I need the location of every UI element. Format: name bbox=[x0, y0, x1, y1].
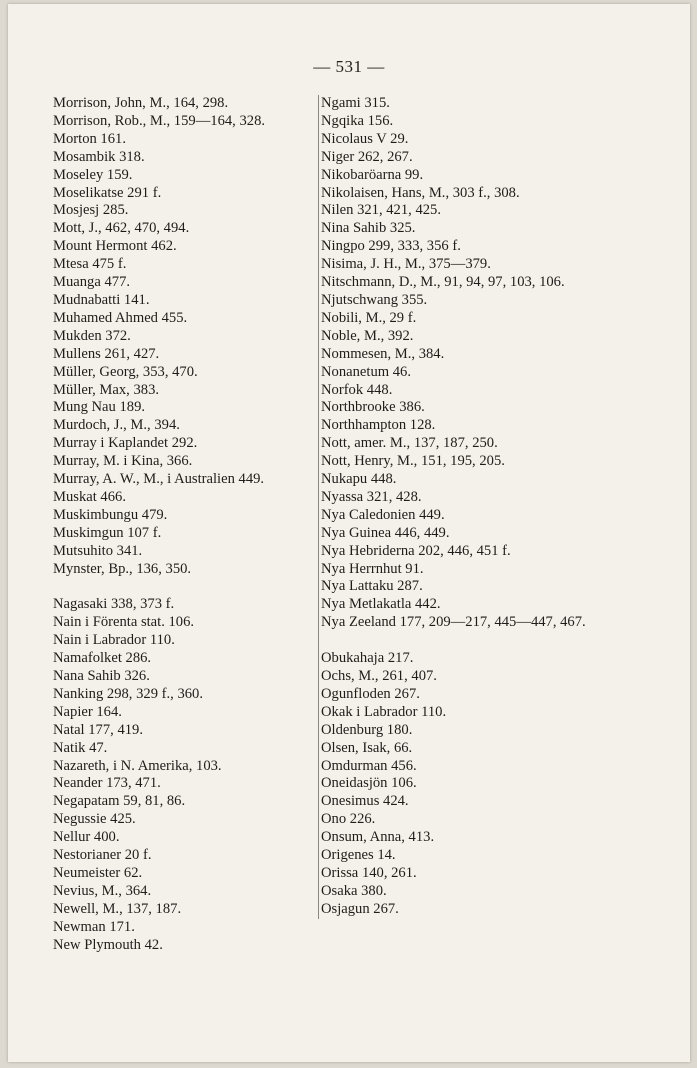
index-entry: New Plymouth 42. bbox=[53, 936, 163, 953]
index-column-right bbox=[318, 95, 589, 919]
index-entry: Mount Hermont 462. bbox=[53, 238, 177, 255]
index-entry: Morton 161. bbox=[53, 130, 126, 147]
index-entry: Ngami 315. bbox=[321, 95, 390, 111]
index-entry: Nobili, M., 29 f. bbox=[321, 309, 417, 326]
index-entry: Nina Sahib 325. bbox=[321, 220, 416, 237]
index-entry: Nukapu 448. bbox=[321, 471, 397, 488]
index-entry: Murray i Kaplandet 292. bbox=[53, 435, 198, 452]
index-entry: Müller, Max, 383. bbox=[53, 381, 160, 398]
index-entry: Mosjesj 285. bbox=[53, 202, 129, 219]
index-entry: Newman 171. bbox=[53, 918, 135, 935]
index-entry: Omdurman 456. bbox=[321, 757, 417, 774]
index-entry: Nya Zeeland 177, 209—217, 445—447, 467. bbox=[321, 614, 586, 631]
index-entry: Nazareth, i N. Amerika, 103. bbox=[53, 757, 222, 774]
index-entry: Northhampton 128. bbox=[321, 417, 436, 434]
index-entry: Morrison, John, M., 164, 298. bbox=[53, 95, 229, 111]
index-entry: Muskimgun 107 f. bbox=[53, 524, 162, 541]
index-entry: Oneidasjön 106. bbox=[321, 775, 417, 792]
index-entry: Nott, Henry, M., 151, 195, 205. bbox=[321, 453, 505, 470]
index-entry: Onesimus 424. bbox=[321, 793, 409, 810]
index-column-left bbox=[53, 95, 315, 954]
index-entry: Ogunfloden 267. bbox=[321, 685, 420, 702]
index-entry: Njutschwang 355. bbox=[321, 291, 428, 308]
index-entry: Mung Nau 189. bbox=[53, 399, 146, 416]
index-entry: Osaka 380. bbox=[321, 882, 387, 899]
index-entry: Natik 47. bbox=[53, 739, 108, 756]
index-entry: Niger 262, 267. bbox=[321, 148, 413, 165]
index-entry: Oldenburg 180. bbox=[321, 721, 413, 738]
index-entry: Morrison, Rob., M., 159—164, 328. bbox=[53, 112, 266, 129]
index-entry: Nikobaröarna 99. bbox=[321, 166, 424, 183]
index-entry: Nya Herrnhut 91. bbox=[321, 560, 424, 577]
index-entry: Nikolaisen, Hans, M., 303 f., 308. bbox=[321, 184, 520, 201]
index-entry: Nana Sahib 326. bbox=[53, 667, 150, 684]
index-entry: Nonanetum 46. bbox=[321, 363, 411, 380]
index-entry: Ningpo 299, 333, 356 f. bbox=[321, 238, 461, 255]
index-entry: Nisima, J. H., M., 375—379. bbox=[321, 256, 491, 273]
index-entry: Müller, Georg, 353, 470. bbox=[53, 363, 198, 380]
index-entry: Mynster, Bp., 136, 350. bbox=[53, 560, 192, 577]
index-entry: Nitschmann, D., M., 91, 94, 97, 103, 106. bbox=[321, 274, 565, 291]
index-entry: Newell, M., 137, 187. bbox=[53, 900, 182, 917]
index-entry: Orissa 140, 261. bbox=[321, 864, 417, 881]
index-entry: Nilen 321, 421, 425. bbox=[321, 202, 441, 219]
index-entry: Okak i Labrador 110. bbox=[321, 703, 447, 720]
index-entry: Mott, J., 462, 470, 494. bbox=[53, 220, 190, 237]
page-number: — 531 — bbox=[313, 57, 385, 76]
book-page bbox=[8, 4, 690, 1062]
index-entry: Murdoch, J., M., 394. bbox=[53, 417, 180, 434]
index-entry: Neumeister 62. bbox=[53, 864, 143, 881]
index-entry: Nott, amer. M., 137, 187, 250. bbox=[321, 435, 498, 452]
index-entry: Onsum, Anna, 413. bbox=[321, 829, 435, 846]
index-entry: Namafolket 286. bbox=[53, 650, 152, 667]
index-entry: Negussie 425. bbox=[53, 811, 136, 828]
index-entry: Nanking 298, 329 f., 360. bbox=[53, 685, 203, 702]
index-entry: Muanga 477. bbox=[53, 274, 131, 291]
index-entry: Nya Hebriderna 202, 446, 451 f. bbox=[321, 542, 511, 559]
index-entry: Nain i Förenta stat. 106. bbox=[53, 614, 195, 631]
index-entry: Noble, M., 392. bbox=[321, 327, 414, 344]
index-entry: Nya Caledonien 449. bbox=[321, 506, 445, 523]
index-entry: Mukden 372. bbox=[53, 327, 131, 344]
index-entry: Nestorianer 20 f. bbox=[53, 847, 152, 864]
index-entry: Moselikatse 291 f. bbox=[53, 184, 162, 201]
index-entry: Obukahaja 217. bbox=[321, 650, 414, 667]
index-entry: Nellur 400. bbox=[53, 829, 120, 846]
index-entry: Osjagun 267. bbox=[321, 900, 399, 917]
index-entry: Neander 173, 471. bbox=[53, 775, 161, 792]
index-entry: Nagasaki 338, 373 f. bbox=[53, 596, 175, 613]
index-entry: Nevius, M., 364. bbox=[53, 882, 152, 899]
index-entry: Negapatam 59, 81, 86. bbox=[53, 793, 186, 810]
index-entry: Northbrooke 386. bbox=[321, 399, 425, 416]
index-entry: Nicolaus V 29. bbox=[321, 130, 409, 147]
index-entry: Nyassa 321, 428. bbox=[321, 488, 422, 505]
index-entry: Natal 177, 419. bbox=[53, 721, 143, 738]
index-entry: Norfok 448. bbox=[321, 381, 393, 398]
index-entry: Murray, A. W., M., i Australien 449. bbox=[53, 471, 265, 488]
index-entry: Mutsuhito 341. bbox=[53, 542, 143, 559]
index-entry: Nommesen, M., 384. bbox=[321, 345, 445, 362]
index-entry: Ochs, M., 261, 407. bbox=[321, 667, 437, 684]
index-entry: Ono 226. bbox=[321, 811, 376, 828]
index-entry: Napier 164. bbox=[53, 703, 122, 720]
index-entry: Muskimbungu 479. bbox=[53, 506, 168, 523]
index-entry: Mullens 261, 427. bbox=[53, 345, 160, 362]
index-entry: Nya Guinea 446, 449. bbox=[321, 524, 450, 541]
index-entry: Moseley 159. bbox=[53, 166, 133, 183]
index-entry: Origenes 14. bbox=[321, 847, 396, 864]
index-entry: Muhamed Ahmed 455. bbox=[53, 309, 188, 326]
index-entry: Mudnabatti 141. bbox=[53, 291, 150, 308]
index-entry: Olsen, Isak, 66. bbox=[321, 739, 413, 756]
index-entry: Mtesa 475 f. bbox=[53, 256, 127, 273]
index-entry: Ngqika 156. bbox=[321, 112, 394, 129]
index-entry: Nain i Labrador 110. bbox=[53, 632, 175, 649]
index-entry: Nya Lattaku 287. bbox=[321, 578, 423, 595]
index-entry: Nya Metlakatla 442. bbox=[321, 596, 441, 613]
index-entry: Murray, M. i Kina, 366. bbox=[53, 453, 193, 470]
index-entry: Muskat 466. bbox=[53, 488, 126, 505]
index-entry: Mosambik 318. bbox=[53, 148, 145, 165]
